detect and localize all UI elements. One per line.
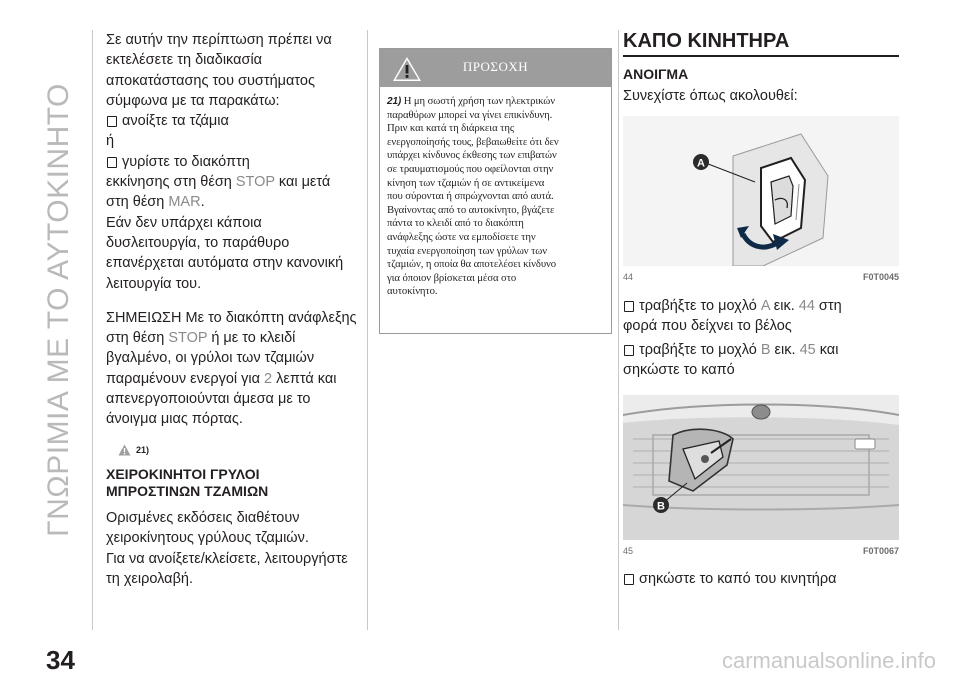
label-b: B (657, 500, 665, 513)
figure-44 (623, 116, 899, 266)
bullet-raise-hood: σηκώστε το καπό του κινητήρα (623, 569, 899, 589)
warning-header (380, 49, 611, 87)
intro-text: Συνεχίστε όπως ακολουθεί: (623, 88, 798, 104)
bullet-pull-lever-a: τραβήξτε το μοχλό A εικ. 44 στη (623, 296, 899, 316)
column-1 (106, 30, 360, 589)
duration-value: 2 (264, 370, 273, 387)
ignition-line-a: εκκίνησης στη θέση STOP και μετά (106, 174, 331, 191)
column-divider-2 (618, 30, 619, 630)
or-text: ή (106, 133, 115, 150)
section-title: ΚΑΠΟ ΚΙΝΗΤΗΡΑ (623, 30, 790, 52)
hood-lever-illustration (623, 116, 899, 266)
manual-windows-paragraph: Ορισμένες εκδόσεις διαθέτουν χειροκίνητους γρύλους τζαμιών. Για να ανοίξετε/κλείσετε, λειτουργήστε τη χειρολαβή. (106, 509, 348, 587)
side-title: ΓΝΩΡΙΜΙΑ ΜΕ ΤΟ ΑΥΤΟΚΙΝΗΤΟ (42, 83, 75, 537)
bullet-pull-lever-b: τραβήξτε το μοχλό B εικ. 45 και (623, 340, 899, 360)
watermark: carmanualsonline.info (721, 648, 936, 673)
bullet-ignition: γυρίστε το διακόπτη (106, 152, 360, 172)
warning-text: 21) Η μη σωστή χρήση των ηλεκτρικών παραθύρων μπορεί να γίνει επικίνδυνη. Πριν και κατά τη διάρκεια της ενεργοποίησής τους, βεβαιωθείτε ότι δεν υπάρχει κίνδυνος έκθεσης των επιβατών σε τραυματισμούς που οφείλονται στην κίνηση των τζαμιών ή σε αντικείμενα που σύρονται ή σπρώχνονται από αυτά. Βγαίνοντας από το αυτοκίνητο, βγάζετε πάντα το κλειδί από το διακόπτη ανάφλεξης ώστε να εμποδίσετε την τυχαία ενεργοποίηση των γρύλων των τζαμιών, η οποία θα αποτελέσει κίνδυνο για όποιον βρίσκεται μέσα στο αυτοκίνητο. (387, 95, 559, 298)
column-3: ΚΑΠΟ ΚΙΝΗΤΗΡΑ ΑΝΟΙΓΜΑ Συνεχίστε όπως ακολουθεί: A 44 F0T0045 τραβήξτε το μοχλό A εικ. 44 στη φορά που δείχνει το βέλος τραβήξτε το μοχλό B εικ. 45 και σηκώστε το καπό B 45 F0T0067 σηκώστε το καπό του κινητήρα (623, 30, 899, 589)
hood-latch-illustration (623, 395, 899, 540)
warning-triangle-icon (118, 444, 131, 456)
note-lead: ΣΗΜΕΙΩΣΗ (106, 309, 182, 326)
stop-position: STOP (235, 174, 275, 191)
mar-position: MAR (168, 194, 201, 211)
warning-title: ΠΡΟΣΟΧΗ (462, 59, 529, 74)
restore-paragraph: Εάν δεν υπάρχει κάποια δυσλειτουργία, το παράθυρο επανέρχεται αυτόματα στην κανονική λειτουργία του. (106, 214, 344, 292)
section-subtitle: ΑΝΟΙΓΜΑ (623, 66, 689, 82)
title-rule (623, 55, 899, 57)
warning-reference[interactable]: 21) (118, 440, 360, 460)
page-number: 34 (46, 645, 75, 675)
label-a: A (697, 157, 705, 170)
intro-paragraph: Σε αυτήν την περίπτωση πρέπει να εκτελέσετε τη διαδικασία αποκατάστασης του συστήματος σύμφωνα με τα παρακάτω: (106, 32, 332, 109)
ignition-line-b: στη θέση MAR. (106, 194, 205, 211)
side-divider (92, 30, 93, 630)
stop-position-note: STOP (168, 330, 208, 347)
column-divider-1 (367, 30, 368, 630)
warning-box (379, 48, 612, 334)
manual-windows-heading: ΧΕΙΡΟΚΙΝΗΤΟΙ ΓΡΥΛΟΙ ΜΠΡΟΣΤΙΝΩΝ ΤΖΑΜΙΩΝ (106, 465, 269, 499)
figure-45 (623, 395, 899, 540)
bullet-open-windows: ανοίξτε τα τζάμια (106, 111, 360, 131)
note-paragraph: ΣΗΜΕΙΩΣΗ Με το διακόπτη ανάφλεξης στη θέση STOP ή με το κλειδί βγαλμένο, οι γρύλοι των τζαμιών παραμένουν ενεργοί για 2 λεπτά και απενεργοποιούνται άμεσα με το άνοιγμα μιας πόρτας. (106, 309, 357, 428)
figure-45-caption: 45 F0T0067 (623, 545, 899, 556)
figure-44-caption: 44 F0T0045 (623, 272, 899, 283)
